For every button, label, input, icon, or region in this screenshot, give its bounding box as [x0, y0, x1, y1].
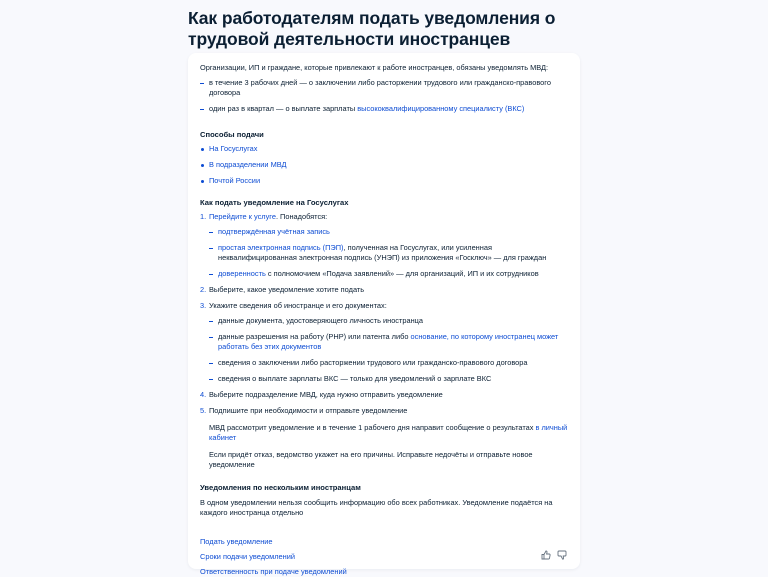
thumbs-down-icon[interactable]	[557, 550, 567, 560]
step-number: 1.	[200, 212, 207, 221]
method-item	[200, 160, 568, 170]
steps-list	[200, 212, 568, 470]
step-subitem	[209, 269, 568, 279]
content-card	[188, 53, 580, 576]
method-post-link[interactable]: Почтой России	[209, 176, 261, 185]
related-link-submit[interactable]: Подать уведомление	[200, 537, 273, 546]
review-note	[209, 423, 568, 443]
step-number: 3.	[200, 301, 207, 310]
method-gosuslugi-link[interactable]: На Госуслугах	[209, 144, 258, 153]
step-subitem-text: с полномочием «Подача заявлений» — для организаций, ИП и их сотрудников	[265, 269, 539, 278]
feedback	[541, 550, 567, 560]
personal-account-link[interactable]: в личный кабинет	[209, 423, 568, 442]
step-number: 2.	[200, 285, 207, 294]
step-item	[200, 406, 568, 470]
intro-list	[200, 78, 568, 114]
step-subitem	[209, 332, 568, 352]
method-item	[200, 144, 568, 154]
related-links	[200, 537, 568, 577]
step-subitem-text: данные разрешения на работу (РНР) или патента либо	[218, 332, 411, 341]
step-subitem	[209, 243, 568, 263]
step-subitem-text: сведения о выплате зарплаты ВКС — только для уведомлений о зарплате ВКС	[218, 374, 492, 383]
step-item	[200, 390, 568, 400]
step-subitem	[209, 374, 568, 384]
intro-text: Организации, ИП и граждане, которые привлекают к работе иностранцев, обязаны уведомлять МВД:	[200, 63, 549, 72]
page-title: Как работодателям подать уведомления о трудовой деятельности иностранцев	[188, 8, 556, 49]
step-subitem-text: , полученная на Госуслугах, или усиленная неквалифицированная электронная подпись (УНЭП) из приложения «Госключ» — для граждан	[218, 243, 547, 262]
step-subitem-text: сведения о заключении либо расторжении трудового или гражданско-правового договора	[218, 358, 528, 367]
multiple-heading: Уведомления по нескольким иностранцам	[200, 483, 361, 492]
step-text: Подпишите при необходимости и отправьте уведомление	[209, 406, 408, 415]
verified-account-link[interactable]: подтверждённая учётная запись	[218, 227, 330, 236]
intro-item	[200, 104, 568, 114]
step-subitem	[209, 316, 568, 326]
vks-link[interactable]: высококвалифицированному специалисту (ВКС)	[357, 104, 525, 113]
related-link-deadlines[interactable]: Сроки подачи уведомлений	[200, 552, 295, 561]
review-note-text: МВД рассмотрит уведомление и в течение 1 рабочего дня направит сообщение о результатах	[209, 423, 536, 432]
refusal-note: Если придёт отказ, ведомство укажет на его причины. Исправьте недочёты и отправьте новое уведомление	[209, 450, 533, 469]
step-item	[200, 301, 568, 384]
step-number: 4.	[200, 390, 207, 399]
step-subitem	[209, 227, 568, 237]
intro-item-text: в течение 3 рабочих дней — о заключении либо расторжении трудового или гражданско-правового договора	[209, 78, 551, 97]
go-to-service-link[interactable]: Перейдите к услуге	[209, 212, 276, 221]
step-item	[200, 212, 568, 279]
method-item	[200, 176, 568, 186]
multiple-text: В одном уведомлении нельзя сообщить информацию обо всех работниках. Уведомление подаётся на каждого иностранца отдельно	[200, 498, 553, 517]
step-item	[200, 285, 568, 295]
step-text: Выберите подразделение МВД, куда нужно отправить уведомление	[209, 390, 443, 399]
method-mvd-link[interactable]: В подразделении МВД	[209, 160, 287, 169]
step-number: 5.	[200, 406, 207, 415]
step-text: Выберите, какое уведомление хотите подать	[209, 285, 365, 294]
step-subitem	[209, 358, 568, 368]
step-sublist	[209, 316, 568, 384]
intro-item	[200, 78, 568, 98]
step-text: . Понадобятся:	[275, 212, 328, 221]
methods-heading: Способы подачи	[200, 130, 264, 139]
pep-link[interactable]: простая электронная подпись (ПЭП)	[218, 243, 344, 252]
work-basis-link[interactable]: основание, по которому иностранец может работать без этих документов	[218, 332, 559, 351]
step-subitem-text: данные документа, удостоверяющего личность иностранца	[218, 316, 424, 325]
methods-list	[200, 144, 568, 186]
related-link-responsibility[interactable]: Ответственность при подаче уведомлений	[200, 567, 347, 576]
thumbs-up-icon[interactable]	[541, 550, 551, 560]
power-of-attorney-link[interactable]: доверенность	[218, 269, 266, 278]
howto-heading: Как подать уведомление на Госуслугах	[200, 198, 349, 207]
step-text: Укажите сведения об иностранце и его документах:	[209, 301, 387, 310]
step-sublist	[209, 227, 568, 279]
intro-item-text: один раз в квартал — о выплате зарплаты	[209, 104, 358, 113]
